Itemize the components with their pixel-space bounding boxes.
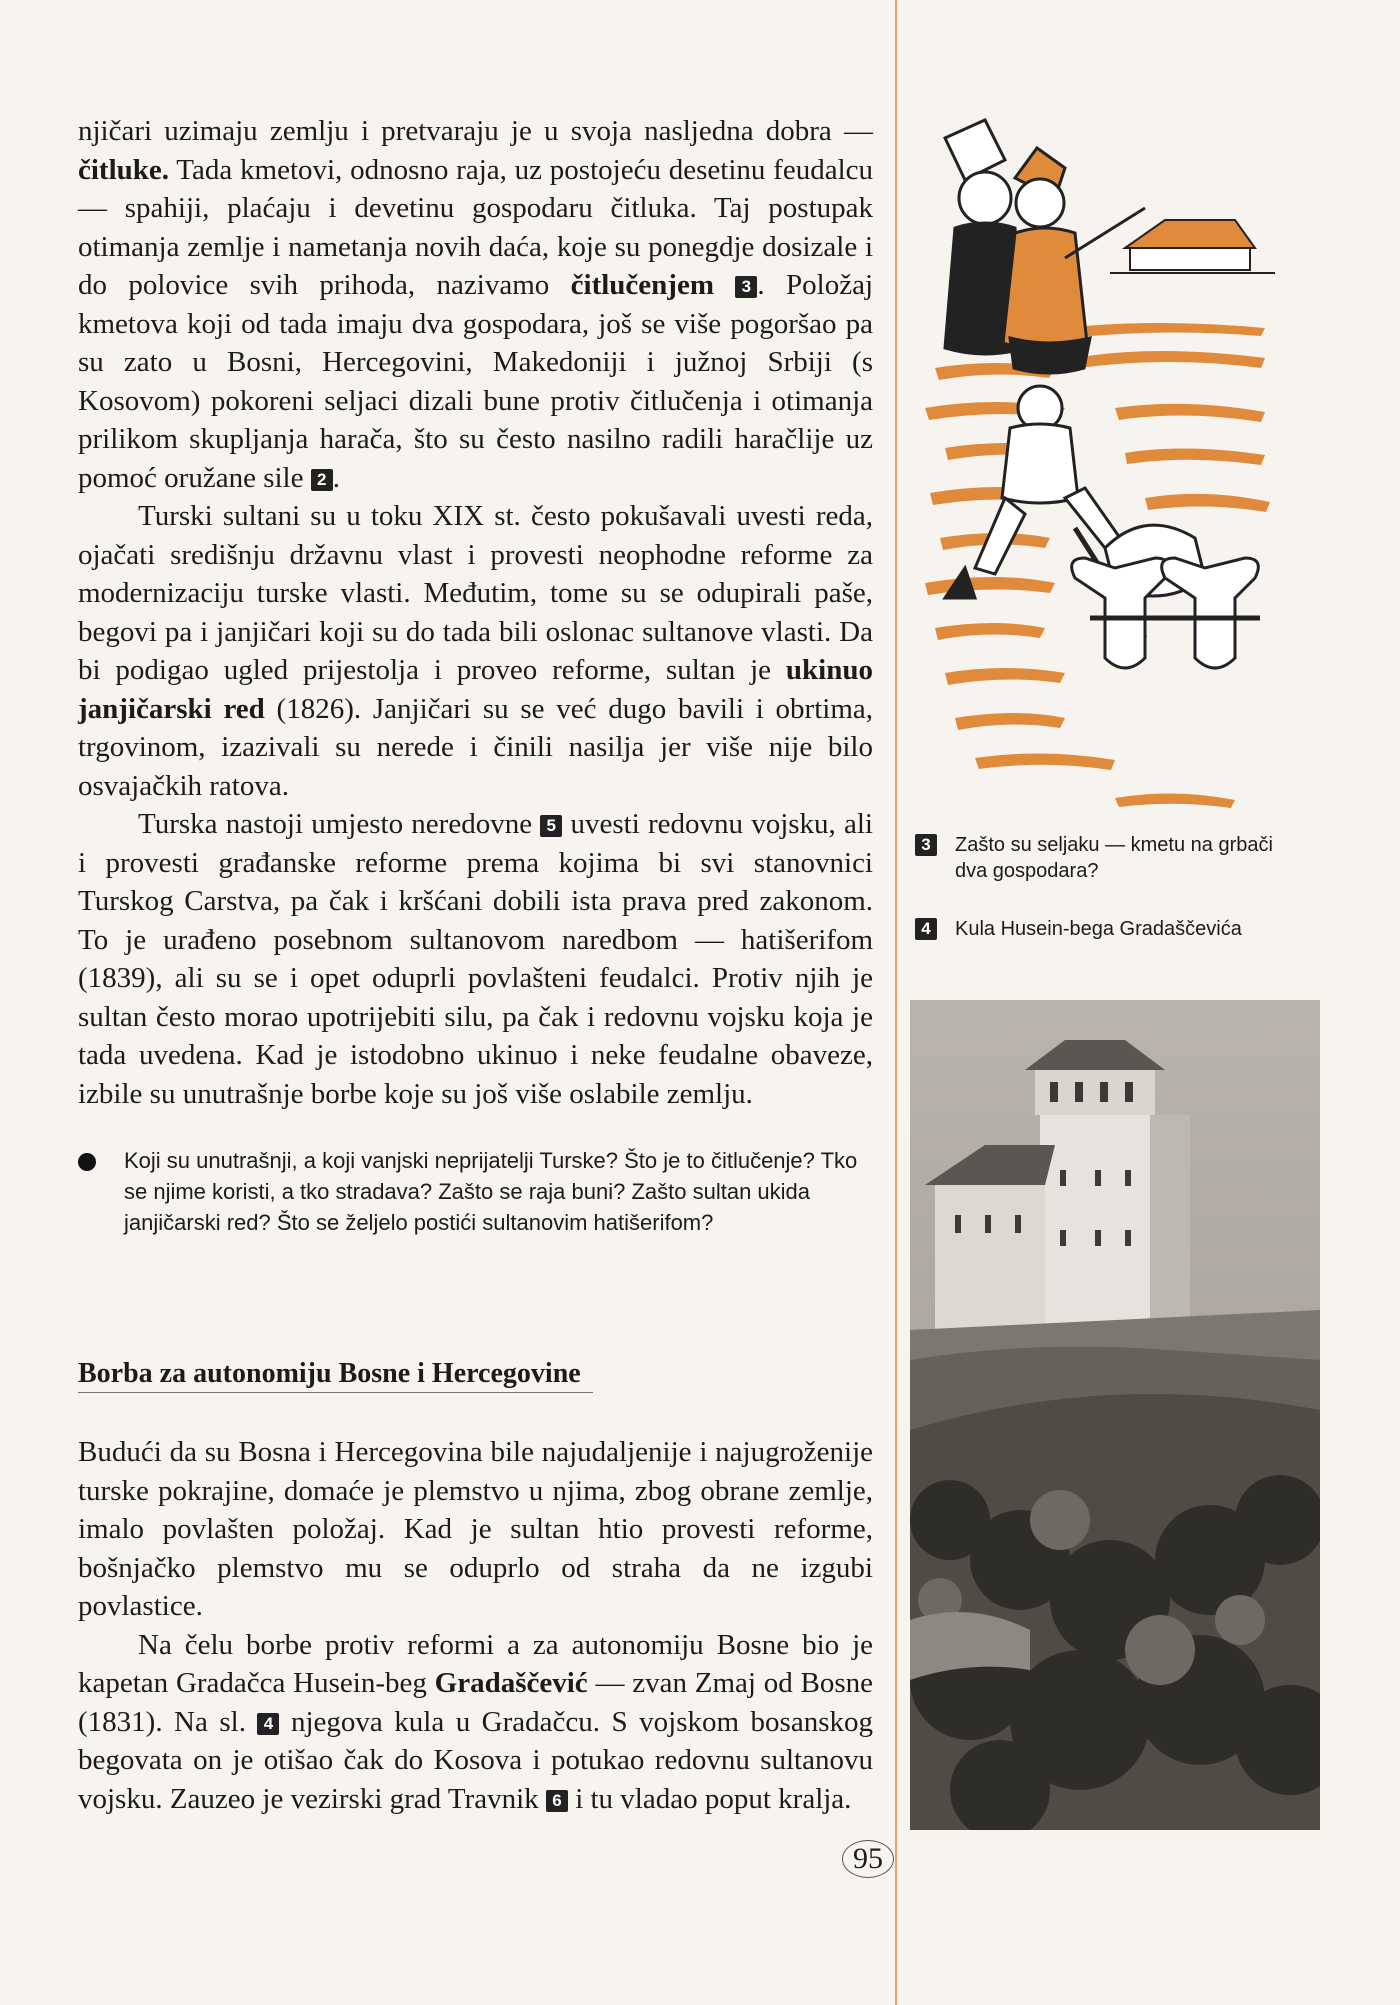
tower-photo — [910, 1000, 1320, 1830]
main-text-column — [78, 112, 873, 1818]
master-figure — [945, 120, 1145, 373]
paragraph-citlucenje: njičari uzimaju zemlju i pretvaraju je u svoja nasljedna dobra — čitluke. Tada kmetovi, odnosno raja, uz postojeću desetinu feudalcu — spahiji, plaćaju i devetinu gospodaru čitluka. Taj postupak otimanja zemlje i nametanja novih daća, koje su ponegdje dosizale i do polovice svih prihoda, nazivamo čitlučenjem 3 . Položaj kmetova koji od tada imaju dva gospodara, još se više pogoršao pa su zato u Bosni, Hercegovini, Makedoniji i južnoj Srbiji (s Kosovom) pokoreni seljaci dizali bune protiv čitlučenja i otimanja prilikom skupljanja harača, što su često nasilno radili haračlije uz pomoć oružane sile 2 . — [78, 115, 874, 494]
key-term: čitluke. — [78, 153, 170, 186]
figure-reference-marker: 3 — [735, 276, 757, 298]
bullet-icon — [78, 1153, 96, 1171]
caption-4-text: Kula Husein-bega Gradaščevića — [955, 918, 1242, 940]
section-body — [78, 1433, 873, 1818]
figure-reference-marker: 6 — [546, 1790, 568, 1812]
oxen-icon — [1072, 525, 1260, 668]
paragraph-army: Turska nastoji umjesto neredovne 5 uvesti redovnu vojsku, ali i provesti građanske reforme prema kojima bi svi stanovnici Turskog Carstva, pa čak i kršćani dobili ista prava pred zakonom. To je urađeno posebnom sultanovom naredbom — hatišerifom (1839), ali su se i opet oduprli povlašteni feudalci. Protiv njih je sultan često morao upotrijebiti silu, pa čak i redovnu vojsku koja je tada uvedena. Kad je istodobno ukinuo i neke feudalne obaveze, izbile su unutrašnje borbe koje su još više oslabile zemlju. — [78, 808, 873, 1110]
figure-reference-marker: 5 — [540, 815, 562, 837]
figure-reference-marker: 4 — [257, 1713, 279, 1735]
caption-3-text: Zašto su seljaku — kmetu na grbači dva gospodara? — [955, 834, 1273, 882]
key-term: Gradaščević — [434, 1667, 588, 1699]
review-questions — [78, 1145, 873, 1238]
paragraph-gradascevic: Na čelu borbe protiv reformi a za autonomiju Bosne bio je kapetan Gradačca Husein-beg Gradaščević — zvan Zmaj od Bosne (1831). Na sl. 4 njegova kula u Gradačcu. S vojskom bosanskog begovata on je otišao čak do Kosova i potukao redovnu sultanovu vojsku. Zauzeo je vezirski grad Travnik 6 i tu vladao poput kralja. — [78, 1628, 873, 1815]
house-icon — [1110, 220, 1275, 273]
figure-marker-4: 4 — [915, 918, 937, 940]
page-number: 95 — [842, 1840, 894, 1878]
caption-3 — [915, 832, 1285, 884]
key-term: ukinuo janjičarski red — [78, 654, 873, 725]
paragraph-reforms: Turski sultani su u toku XIX st. često pokušavali uvesti reda, ojačati središnju državnu vlast i provesti neophodne reforme za modernizaciju turske vlasti. Međutim, tome su se odupirali paše, begovi pa i janjičari koji su do tada bili oslonac sultanove vlasti. Da bi podigao ugled prijestolja i proveo reforme, sultan je ukinuo janjičarski red (1826). Janjičari su se već dugo bavili i obrtima, trgovinom, izazivali su nerede i činili nasilja jer više nije bilo osvajačkih ratova. — [78, 500, 874, 802]
section-title: Borba za autonomiju Bosne i Hercegovine — [78, 1356, 593, 1393]
figure-marker-3: 3 — [915, 834, 937, 856]
peasant-illustration — [915, 108, 1285, 818]
questions-text: Koji su unutrašnji, a koji vanjski neprijatelji Turske? Što je to čitlučenje? Tko se njime koristi, a tko stradava? Zašto se raja buni? Zašto sultan ukida janjičarski red? Što se željelo postići sultanovim hatišerifom? — [124, 1148, 858, 1235]
column-divider — [895, 0, 897, 2005]
figure-reference-marker: 2 — [311, 469, 333, 491]
paragraph-nobility: Budući da su Bosna i Hercegovina bile najudaljenije i najugroženije turske pokrajine, domaće je plemstvo u njima, zbog obrane zemlje, imalo povlašten položaj. Kad je sultan htio provesti reforme, bošnjačko plemstvo mu se oduprlo od straha da ne izgubi povlastice. — [78, 1436, 873, 1622]
caption-4 — [915, 916, 1285, 942]
key-term: čitlučenjem — [570, 269, 714, 301]
